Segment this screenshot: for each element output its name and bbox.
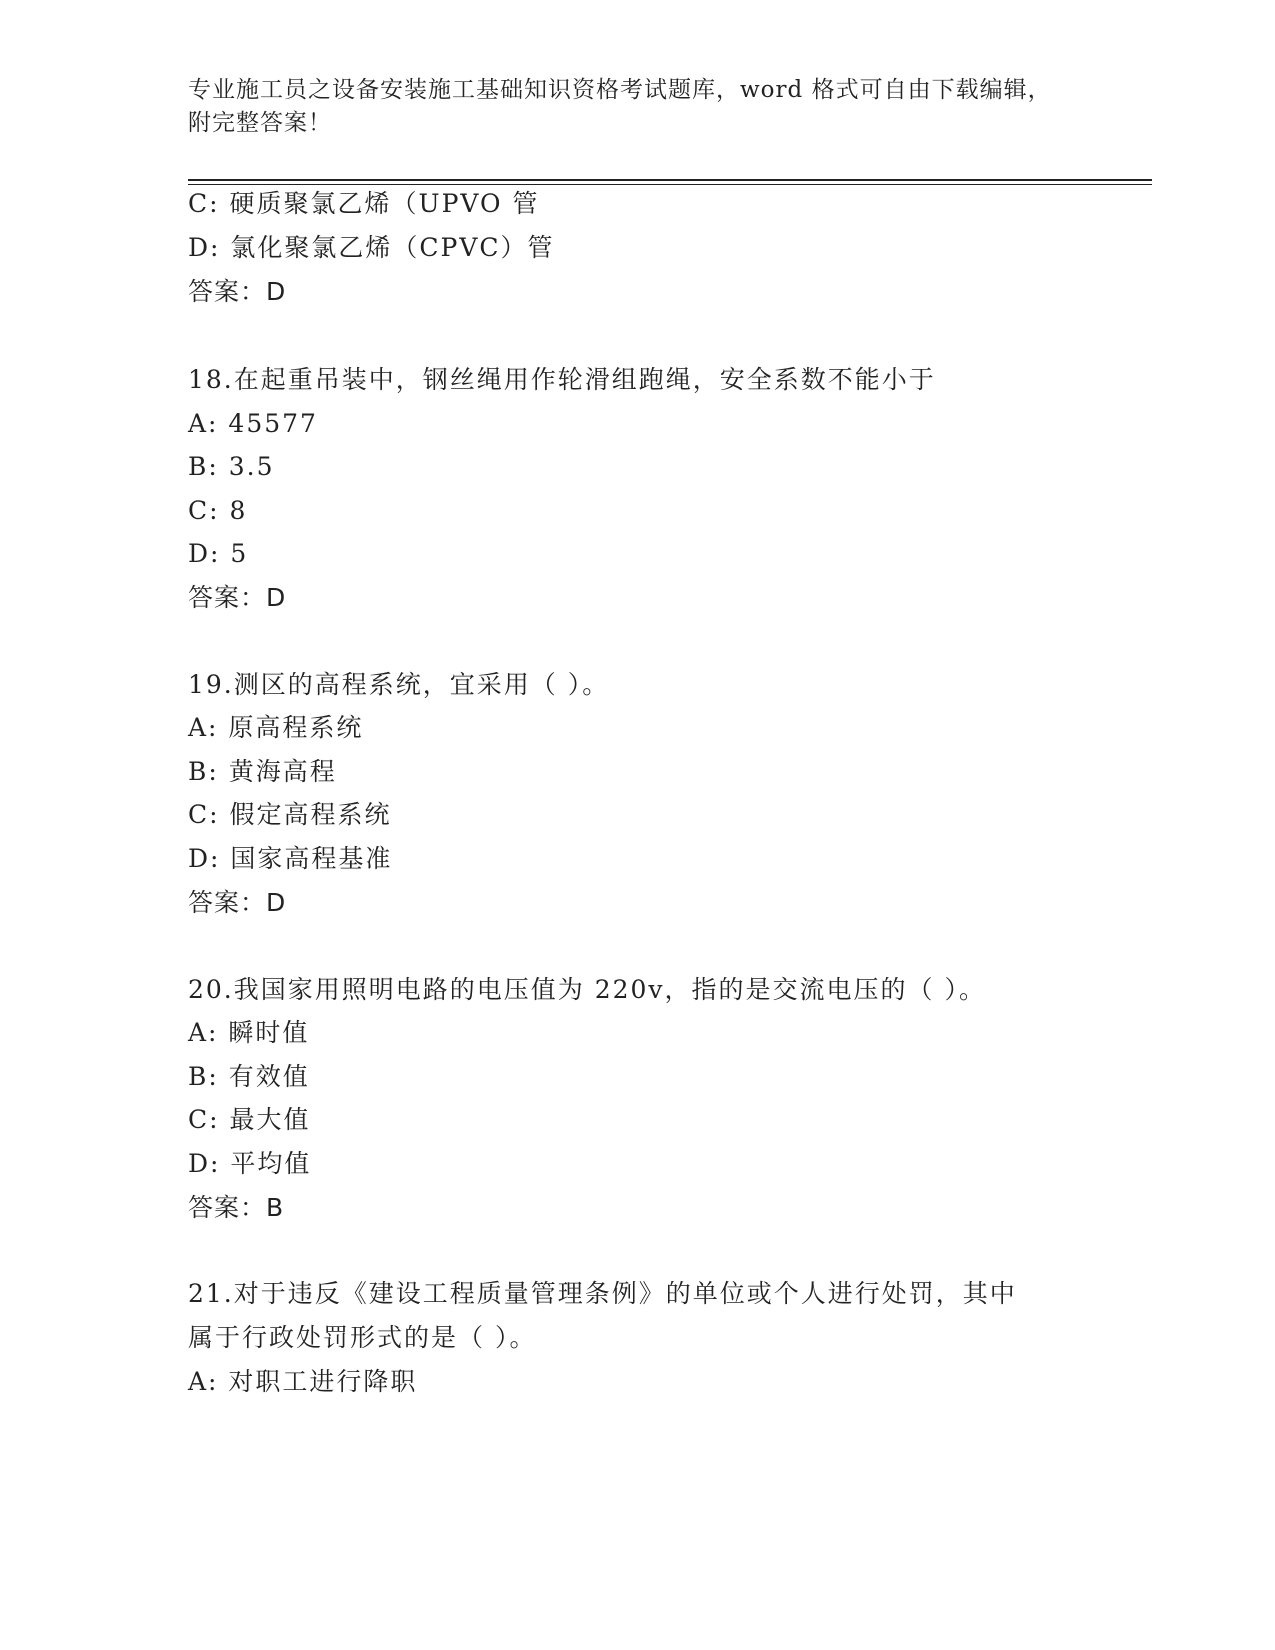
prev-option-d: D: 氯化聚氯乙烯（CPVC）管 — [188, 233, 555, 262]
header-line-1: 专业施工员之设备安装施工基础知识资格考试题库，word 格式可自由下载编辑， — [188, 77, 1052, 103]
q19-option-c: C: 假定高程系统 — [188, 800, 392, 829]
q19-option-a: A: 原高程系统 — [188, 713, 364, 742]
q19-option-d: D: 国家高程基准 — [188, 844, 393, 873]
q21-option-a: A: 对职工进行降职 — [188, 1367, 418, 1396]
q18-option-d: D: 5 — [188, 539, 249, 568]
q18-question: 18.在起重吊装中，钢丝绳用作轮滑组跑绳，安全系数不能小于 — [188, 365, 936, 394]
header-divider-thick — [188, 179, 1152, 181]
q20-option-c: C: 最大值 — [188, 1105, 311, 1134]
prev-option-c: C: 硬质聚氯乙烯（UPVO 管 — [188, 189, 540, 218]
document-header — [188, 74, 1088, 140]
q20-option-a: A: 瞬时值 — [188, 1018, 310, 1047]
q20-question: 20.我国家用照明电路的电压值为 220v，指的是交流电压的（ ）。 — [188, 975, 986, 1004]
header-line-2: 附完整答案！ — [188, 110, 332, 136]
q19-option-b: B: 黄海高程 — [188, 757, 337, 786]
header-divider-thin — [188, 184, 1152, 185]
q19-question: 19.测区的高程系统，宜采用（ ）。 — [188, 670, 610, 699]
q20-option-d: D: 平均值 — [188, 1149, 312, 1178]
q21-question-line-2: 属于行政处罚形式的是（ ）。 — [188, 1323, 537, 1352]
prev-answer: 答案：D — [188, 277, 287, 306]
q18-option-c: C: 8 — [188, 496, 248, 525]
q18-answer: 答案：D — [188, 583, 287, 612]
q18-option-a: A: 45577 — [188, 409, 318, 438]
q21-question-line-1: 21.对于违反《建设工程质量管理条例》的单位或个人进行处罚，其中 — [188, 1279, 1017, 1308]
q20-answer: 答案：B — [188, 1193, 285, 1222]
q19-answer: 答案：D — [188, 888, 287, 917]
q20-option-b: B: 有效值 — [188, 1062, 310, 1091]
q18-option-b: B: 3.5 — [188, 452, 275, 481]
